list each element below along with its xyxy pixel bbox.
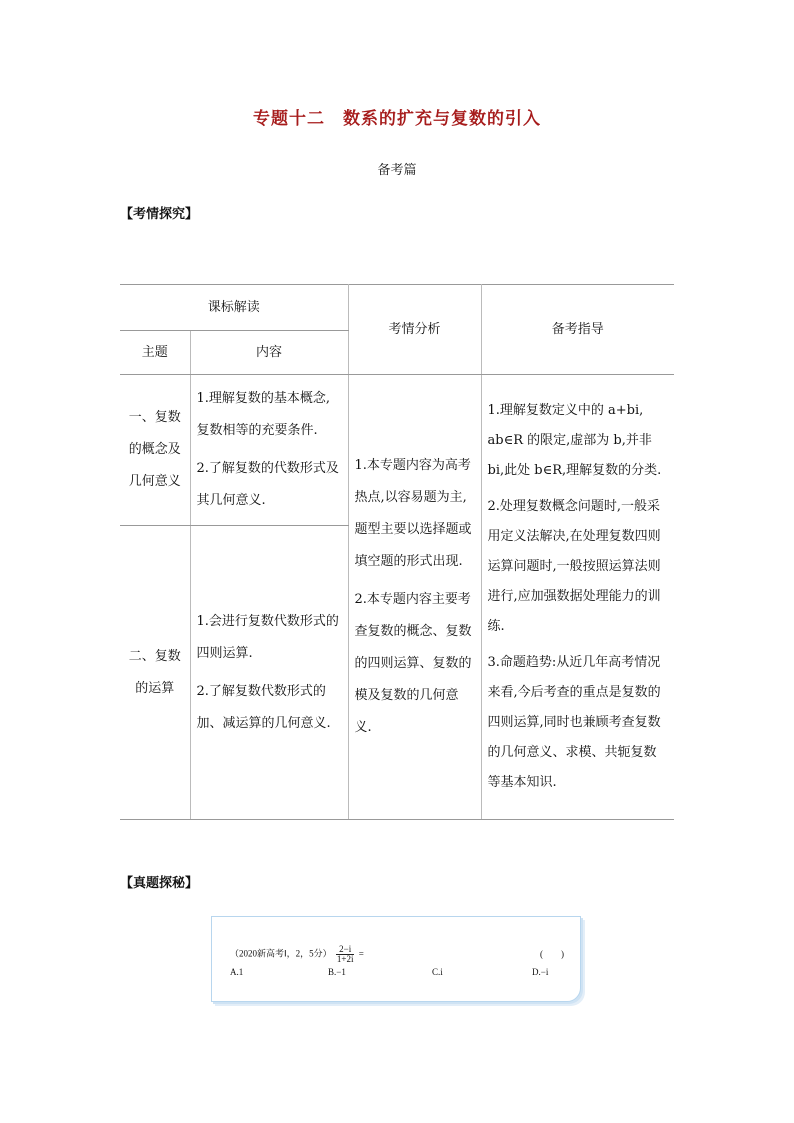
option-d: D.−i	[532, 967, 549, 977]
section-heading-zhenti: 【真题探秘】	[120, 876, 199, 891]
guide-item: 1.理解复数定义中的 a+bi, ab∈R 的限定,虚部为 b,并非 bi,此处 b∈R,理解复数的分类.	[487, 403, 662, 478]
page-subtitle: 备考篇	[377, 163, 417, 178]
equals-sign: =	[358, 948, 364, 959]
header-kebiao: 课标解读	[120, 285, 348, 331]
analysis-item: 1.本专题内容为高考热点,以容易题为主,题型主要以选择题或填空题的形式出现.	[354, 458, 472, 569]
content-item: 2.了解复数的代数形式及其几何意义.	[196, 461, 339, 508]
fraction-denominator: 1+2i	[336, 954, 354, 964]
header-zhuti: 主题	[120, 331, 190, 375]
exam-analysis-table	[120, 284, 674, 820]
option-b: B.−1	[328, 967, 346, 977]
answer-bracket: ( )	[540, 949, 564, 959]
topic-text: 一、复数的概念及几何意义	[128, 410, 181, 489]
topic-text: 二、复数的运算	[128, 648, 181, 696]
header-beikao-zhidao: 备考指导	[481, 285, 674, 375]
exam-question-box	[211, 916, 581, 1002]
topic-cell	[120, 526, 190, 820]
content-item: 2.了解复数代数形式的加、减运算的几何意义.	[196, 683, 331, 731]
page-title: 专题十二 数系的扩充与复数的引入	[253, 109, 541, 129]
option-a: A.1	[230, 967, 244, 977]
question-fraction	[336, 945, 355, 964]
section-heading-kaoqing: 【考情探究】	[120, 207, 199, 222]
analysis-cell	[348, 375, 481, 820]
guide-item: 3.命题趋势:从近几年高考情况来看,今后考查的重点是复数的四则运算,同时也兼顾考查复数的几何意义、求模、共轭复数等基本知识.	[487, 655, 661, 790]
content-item: 1.理解复数的基本概念,复数相等的充要条件.	[196, 391, 331, 438]
content-cell	[190, 526, 348, 820]
header-neirong: 内容	[190, 331, 348, 375]
question-stem	[230, 945, 364, 964]
option-c: C.i	[432, 967, 443, 977]
question-source: （2020新高考Ⅰ，2，5分）	[230, 948, 332, 959]
analysis-item: 2.本专题内容主要考查复数的概念、复数的四则运算、复数的模及复数的几何意义.	[354, 592, 472, 735]
fraction-numerator: 2−i	[336, 945, 355, 955]
header-kaoqing-fenxi: 考情分析	[348, 285, 481, 375]
content-cell	[190, 375, 348, 526]
topic-cell	[120, 375, 190, 526]
content-item: 1.会进行复数代数形式的四则运算.	[196, 613, 339, 661]
guide-item: 2.处理复数概念问题时,一般采用定义法解决,在处理复数四则运算问题时,一般按照运算法则进行,应加强数据处理能力的训练.	[487, 499, 661, 634]
guide-cell	[481, 375, 674, 820]
